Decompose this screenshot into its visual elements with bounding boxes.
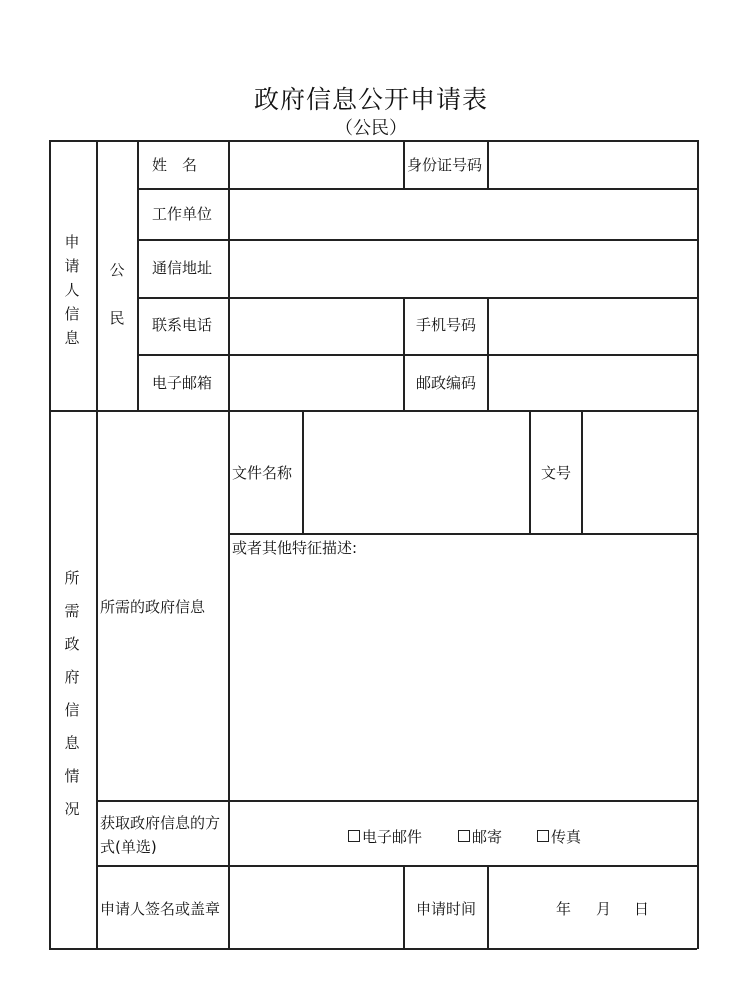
mobile-field[interactable] — [489, 299, 696, 353]
applicant-section-char: 息 — [64, 329, 80, 347]
info-section-char: 息 — [64, 734, 80, 752]
info-section-char: 府 — [64, 668, 80, 686]
info-section-char: 政 — [64, 635, 80, 653]
method-option-email[interactable] — [348, 826, 422, 847]
form-title: 政府信息公开申请表 — [253, 85, 488, 114]
applicant-section-char: 请 — [64, 257, 80, 275]
postcode-field[interactable] — [489, 356, 696, 409]
checkbox-icon[interactable] — [458, 830, 470, 842]
address-label: 通信地址 — [152, 259, 213, 277]
method-label-line1: 获取政府信息的方 — [100, 814, 221, 832]
citizen-type-label — [107, 246, 127, 342]
method-option-post[interactable] — [458, 826, 502, 847]
method-option-label: 传真 — [551, 828, 582, 846]
other-description-field[interactable] — [230, 560, 696, 799]
applicant-section-char: 申 — [64, 233, 80, 251]
method-option-label: 邮寄 — [472, 828, 503, 846]
info-section-char: 信 — [64, 701, 80, 719]
method-option-label: 电子邮件 — [362, 828, 423, 846]
info-section-char: 况 — [64, 800, 80, 818]
other-description-label: 或者其他特征描述: — [232, 539, 358, 557]
citizen-type-char: 公 — [109, 261, 125, 279]
method-label-line2: 式(单选) — [100, 838, 157, 856]
name-label: 姓 名 — [152, 156, 198, 174]
applicant-section-label — [62, 230, 82, 350]
method-option-fax[interactable] — [537, 826, 581, 847]
citizen-type-char: 民 — [109, 309, 125, 327]
doc-name-label: 文件名称 — [232, 464, 293, 482]
phone-label: 联系电话 — [152, 316, 213, 334]
signature-label: 申请人签名或盖章 — [100, 900, 221, 918]
info-section-label — [62, 562, 82, 826]
checkbox-icon[interactable] — [537, 830, 549, 842]
applicant-section-char: 人 — [64, 281, 80, 299]
apply-date-field[interactable] — [489, 867, 696, 947]
needed-info-label: 所需的政府信息 — [100, 598, 206, 616]
signature-field[interactable] — [230, 867, 402, 947]
info-section-char: 情 — [64, 767, 80, 785]
id-number-label: 身份证号码 — [407, 156, 483, 174]
work-unit-field[interactable] — [230, 190, 696, 238]
date-day-label: 日 — [634, 900, 650, 918]
doc-number-label: 文号 — [541, 464, 572, 482]
phone-field[interactable] — [230, 299, 402, 353]
mobile-label: 手机号码 — [416, 316, 477, 334]
form-subtitle: （公民） — [335, 118, 407, 139]
email-field[interactable] — [230, 356, 402, 409]
date-month-label: 月 — [596, 900, 612, 918]
email-label: 电子邮箱 — [152, 374, 213, 392]
date-year-label: 年 — [556, 900, 572, 918]
id-number-field[interactable] — [489, 142, 696, 187]
checkbox-icon[interactable] — [348, 830, 360, 842]
info-section-char: 所 — [64, 569, 80, 587]
work-unit-label: 工作单位 — [152, 205, 213, 223]
applicant-section-char: 信 — [64, 305, 80, 323]
apply-time-label: 申请时间 — [416, 900, 477, 918]
doc-name-field[interactable] — [304, 412, 528, 532]
info-section-char: 需 — [64, 602, 80, 620]
address-field[interactable] — [230, 241, 696, 296]
name-field[interactable] — [230, 142, 402, 187]
doc-number-field[interactable] — [583, 412, 696, 532]
postcode-label: 邮政编码 — [416, 374, 477, 392]
